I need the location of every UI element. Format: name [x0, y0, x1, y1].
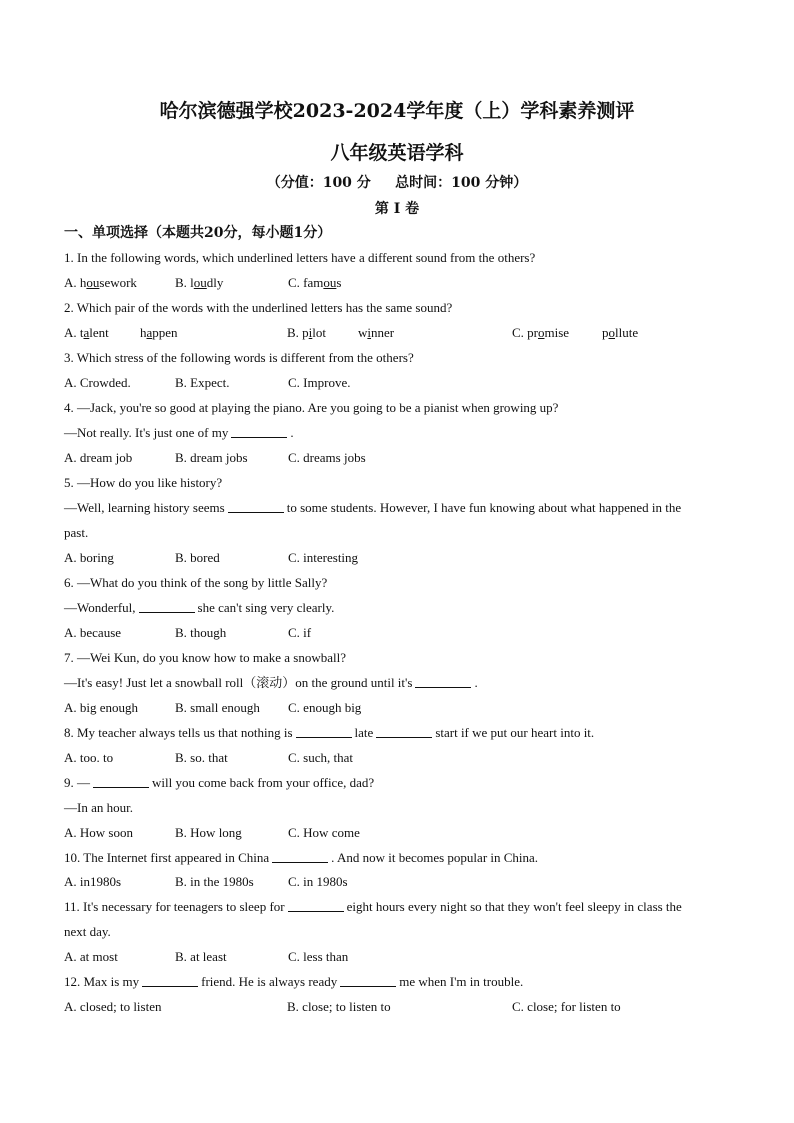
question-stem: 9. — will you come back from your office, dad?	[64, 775, 375, 790]
answer-blank[interactable]	[228, 500, 284, 513]
option-b: B. small enough	[175, 700, 260, 715]
answer-blank[interactable]	[93, 775, 149, 788]
option-c: C. Improve.	[288, 375, 351, 390]
question-line: —In an hour.	[64, 800, 133, 815]
option-a: A. dream job	[64, 450, 133, 465]
question-stem: 7. —Wei Kun, do you know how to make a snowball?	[64, 650, 347, 665]
option-a: A. housework	[64, 275, 137, 290]
option-b: B. dream jobs	[175, 450, 248, 465]
answer-blank[interactable]	[231, 425, 287, 438]
option-c: C. in 1980s	[288, 874, 348, 889]
question-stem: 5. —How do you like history?	[64, 475, 223, 490]
question-stem: 8. My teacher always tells us that nothing is late start if we put our heart into it.	[64, 725, 595, 740]
answer-blank[interactable]	[288, 899, 344, 912]
option-b-pair: winner	[358, 325, 395, 340]
exam-subtitle: 八年级英语学科	[330, 142, 464, 164]
option-a: A. because	[64, 625, 122, 640]
volume-label: 第 I 卷	[374, 201, 420, 217]
option-b: B. close; to listen to	[287, 999, 391, 1014]
option-b: B. though	[175, 625, 227, 640]
question-stem: 11. It's necessary for teenagers to sleep for eight hours every night so that they won't feel sleepy in class the	[64, 899, 682, 914]
exam-meta: （分值：100 分 总时间：100 分钟）	[266, 175, 528, 191]
option-c: C. interesting	[288, 550, 359, 565]
question-line: past.	[64, 525, 89, 540]
option-a: A. boring	[64, 550, 114, 565]
option-b: B. at least	[175, 949, 227, 964]
answer-blank[interactable]	[142, 974, 198, 987]
question-line: next day.	[64, 924, 111, 939]
question-stem: 6. —What do you think of the song by little Sally?	[64, 575, 328, 590]
option-c: C. if	[288, 625, 312, 640]
question-stem: 4. —Jack, you're so good at playing the piano. Are you going to be a pianist when growing up?	[64, 400, 559, 415]
option-b: B. in the 1980s	[175, 874, 254, 889]
option-c: C. promise	[512, 325, 570, 340]
option-a: A. in1980s	[64, 874, 122, 889]
option-c: C. close; for listen to	[512, 999, 621, 1014]
section-title: 一、单项选择（本题共20分，每小题1分）	[64, 225, 332, 241]
question-stem: 12. Max is my friend. He is always ready me when I'm in trouble.	[64, 974, 524, 989]
answer-blank[interactable]	[139, 600, 195, 613]
option-b: B. Expect.	[175, 375, 230, 390]
exam-title: 哈尔滨德强学校2023-2024学年度（上）学科素养测评	[159, 100, 635, 122]
answer-blank[interactable]	[340, 974, 396, 987]
option-a: A. How soon	[64, 825, 133, 840]
option-c: C. famous	[288, 275, 342, 290]
option-b: B. pilot	[287, 325, 327, 340]
option-a: A. closed; to listen	[64, 999, 162, 1014]
answer-blank[interactable]	[415, 675, 471, 688]
option-b: B. bored	[175, 550, 220, 565]
option-a: A. talent	[64, 325, 109, 340]
option-a: A. too. to	[64, 750, 114, 765]
option-a: A. big enough	[64, 700, 139, 715]
option-c: C. dreams jobs	[288, 450, 366, 465]
question-line: —Wonderful, she can't sing very clearly.	[64, 600, 335, 615]
option-c: C. How come	[288, 825, 360, 840]
option-c: C. enough big	[288, 700, 362, 715]
option-a: A. Crowded.	[64, 375, 131, 390]
option-a: A. at most	[64, 949, 118, 964]
question-stem: 3. Which stress of the following words is different from the others?	[64, 350, 414, 365]
option-c: C. such, that	[288, 750, 353, 765]
answer-blank[interactable]	[376, 725, 432, 738]
question-line: —It's easy! Just let a snowball roll（滚动）on the ground until it's .	[64, 675, 478, 690]
option-a-pair: happen	[140, 325, 178, 340]
option-c: C. less than	[288, 949, 349, 964]
question-stem: 2. Which pair of the words with the underlined letters has the same sound?	[64, 300, 453, 315]
answer-blank[interactable]	[272, 850, 328, 863]
option-b: B. so. that	[175, 750, 228, 765]
question-line: —Not really. It's just one of my .	[64, 425, 294, 440]
option-b: B. loudly	[175, 275, 224, 290]
option-b: B. How long	[175, 825, 242, 840]
question-line: —Well, learning history seems to some students. However, I have fun knowing about what happened in the	[64, 500, 682, 515]
option-c-pair: pollute	[602, 325, 639, 340]
question-stem: 10. The Internet first appeared in China . And now it becomes popular in China.	[64, 850, 539, 865]
question-stem: 1. In the following words, which underlined letters have a different sound from the others?	[64, 250, 536, 265]
answer-blank[interactable]	[296, 725, 352, 738]
